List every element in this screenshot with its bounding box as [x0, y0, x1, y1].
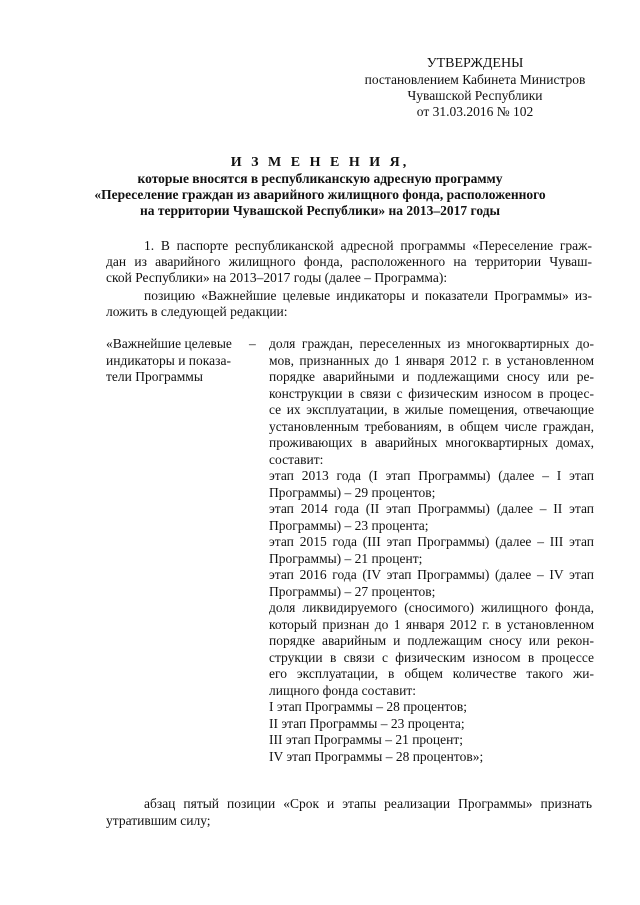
- table-right-line: струкции в связи с физическим износом в процессе: [269, 649, 594, 665]
- heading-line-1: которые вносятся в республиканскую адресную программу: [137, 171, 503, 186]
- intro-paragraph-1-line-2: дан из аварийного жилищного фонда, расположенного на территории Чуваш-: [106, 254, 592, 269]
- table-right-line: II этап Программы – 23 процента;: [269, 715, 465, 731]
- table-right-line: доля ликвидируемого (сносимого) жилищного фонда,: [269, 600, 594, 615]
- table-right-cell: [269, 336, 594, 765]
- approval-line-3: от 31.03.2016 № 102: [416, 104, 534, 119]
- table-right-line: I этап Программы – 28 процентов;: [269, 699, 467, 714]
- table-right-line: Программы) – 27 процентов;: [269, 583, 436, 599]
- table-right-line: этап 2014 года (II этап Программы) (далее – II этап: [269, 501, 594, 516]
- table-right-line: Программы) – 21 процент;: [269, 550, 423, 566]
- table-right-line: этап 2013 года (I этап Программы) (далее – I этап: [269, 468, 594, 483]
- table-left-cell: [106, 336, 256, 386]
- closing-line-1: абзац пятый позиции «Срок и этапы реализации Программы» признать: [144, 796, 592, 811]
- approval-block: [340, 56, 610, 120]
- table-right-line: порядке аварийными и подлежащими сносу или ре-: [269, 369, 594, 384]
- table-right-line: мов, признанных до 1 января 2012 г. в установленном: [269, 352, 594, 368]
- table-dash: –: [249, 336, 256, 351]
- table-right-line: этап 2015 года (III этап Программы) (далее – III этап: [269, 534, 594, 549]
- table-right-line: се их эксплуатации, в жилые помещения, отвечающие: [269, 402, 594, 417]
- table-right-line: доля граждан, переселенных из многоквартирных до-: [269, 336, 594, 351]
- table-right-line: конструкции в связи с физическим износом в процес-: [269, 385, 594, 401]
- table-right-line: проживающих в аварийных многоквартирных домах,: [269, 435, 594, 450]
- document-heading: [60, 155, 580, 219]
- table-right-line: порядке аварийным и подлежащим сносу или рекон-: [269, 633, 594, 648]
- heading-line-3: на территории Чувашской Республики» на 2013–2017 годы: [139, 203, 501, 218]
- table-right-line: установленным требованиям, в общем числе граждан,: [269, 418, 594, 434]
- table-right-line: IV этап Программы – 28 процентов»;: [269, 748, 484, 764]
- table-right-line: составит:: [269, 451, 324, 467]
- intro-paragraph-1-line-3: ской Республики» на 2013–2017 годы (далее – Программа):: [106, 270, 448, 285]
- approval-line-1: постановлением Кабинета Министров: [364, 72, 586, 87]
- table-right-line: лищного фонда составит:: [269, 682, 416, 698]
- table-left-line: индикаторы и показа-: [106, 352, 231, 368]
- approval-line-2: Чувашской Республики: [407, 88, 543, 103]
- table-left-line: «Важнейшие целевые: [106, 336, 232, 351]
- intro-paragraph-1-line-1: 1. В паспорте республиканской адресной программы «Переселение граж-: [144, 238, 592, 253]
- table-right-line: Программы) – 23 процента;: [269, 517, 429, 533]
- heading-line-2: «Переселение граждан из аварийного жилищного фонда, расположенного: [94, 187, 546, 202]
- table-right-line: Программы) – 29 процентов;: [269, 484, 436, 500]
- approval-title: УТВЕРЖДЕНЫ: [426, 56, 524, 71]
- table-right-line: III этап Программы – 21 процент;: [269, 732, 464, 747]
- heading-title: И З М Е Н Е Н И Я,: [230, 155, 410, 170]
- intro-paragraph-2-line-2: ложить в следующей редакции:: [106, 304, 288, 319]
- table-right-line: который признан до 1 января 2012 г. в установленном: [269, 616, 594, 632]
- table-right-line: его эксплуатации, в общем количестве такого жи-: [269, 666, 594, 681]
- intro-paragraph-2-line-1: позицию «Важнейшие целевые индикаторы и показатели Программы» из-: [144, 288, 592, 303]
- table-right-line: этап 2016 года (IV этап Программы) (далее – IV этап: [269, 567, 594, 582]
- closing-line-2: утратившим силу;: [106, 813, 211, 828]
- table-left-line: тели Программы: [106, 369, 203, 384]
